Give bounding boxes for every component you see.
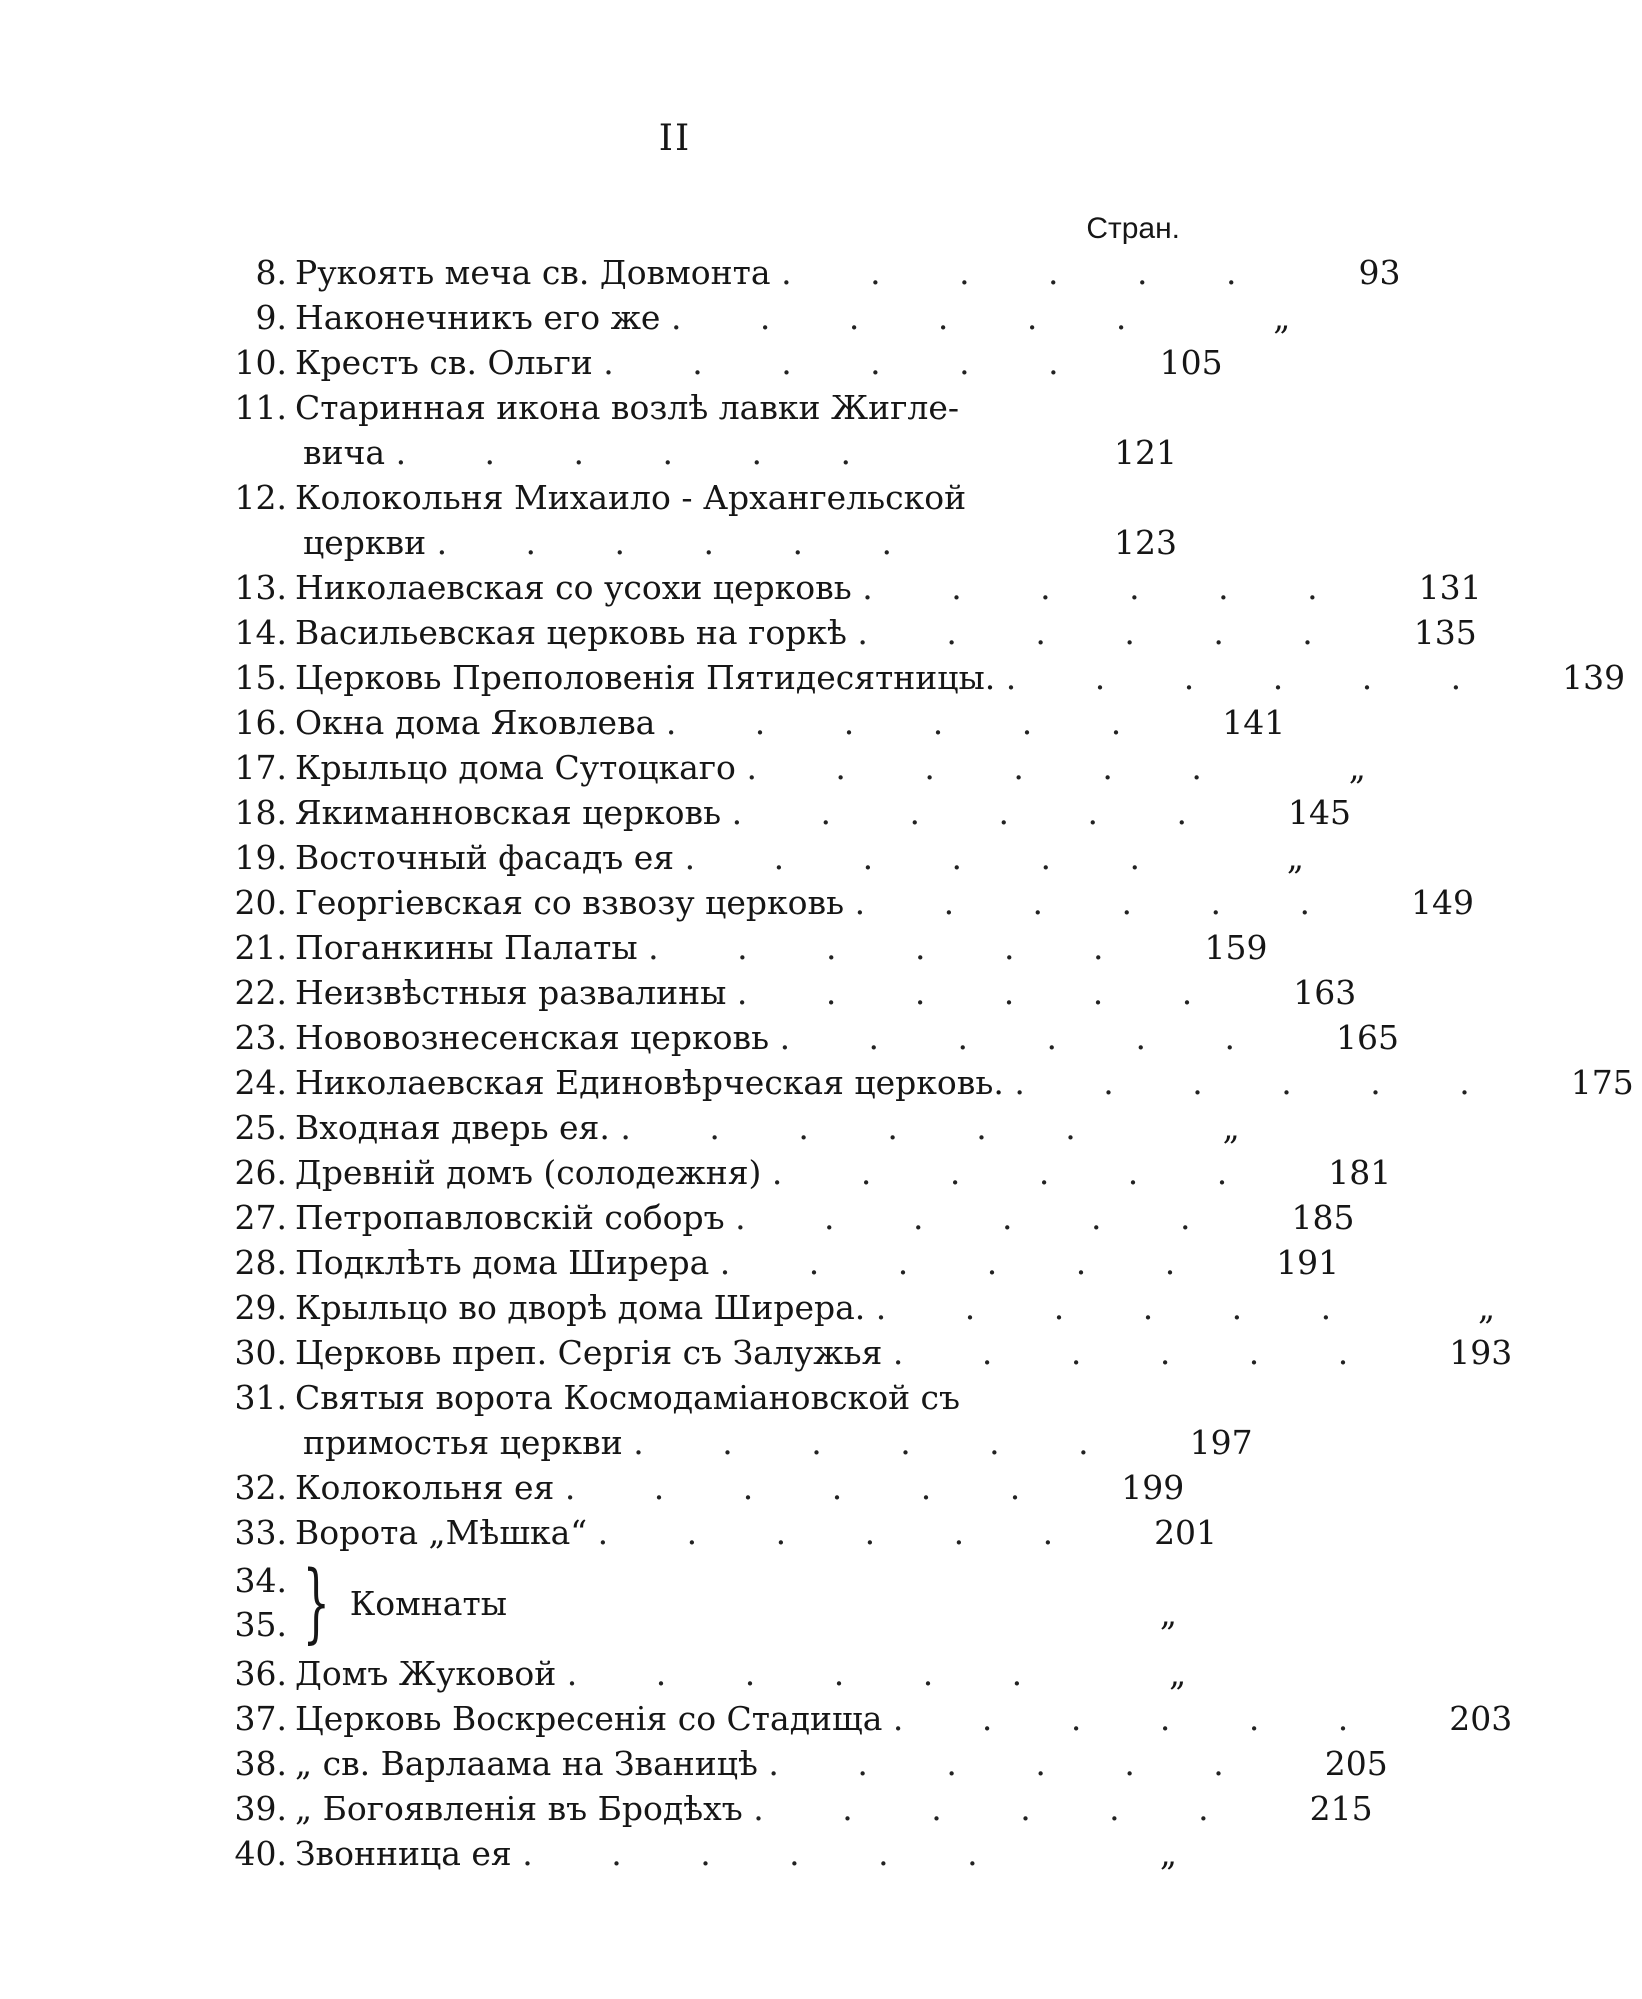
entry-title-text: Георгіевская со взвозу церковь — [295, 883, 845, 922]
dot-leader: . . . . . . — [648, 928, 1138, 967]
dot-leader: . . . . . . — [875, 1288, 1366, 1327]
entry-title — [295, 1330, 1382, 1375]
entry-title — [295, 655, 1495, 700]
entry-title — [295, 835, 1174, 880]
entry-title-text: вича — [303, 433, 386, 472]
entry-title-text: Крыльцо дома Сутоцкаго — [295, 748, 736, 787]
entry-number: 32. — [234, 1468, 287, 1507]
dot-leader: . . . . . . — [781, 253, 1271, 292]
toc-entry — [205, 1195, 1355, 1240]
entry-title-text: церкви — [303, 523, 427, 562]
toc-entry — [205, 1150, 1392, 1195]
entry-title — [295, 1831, 1047, 1876]
toc-entry — [205, 925, 1268, 970]
entry-number: 34. — [234, 1561, 287, 1600]
dot-leader: . . . . . . — [731, 793, 1221, 832]
entry-title — [295, 1741, 1258, 1786]
entry-page: 165 — [1335, 1018, 1399, 1057]
dot-leader: . . . . . . — [736, 973, 1227, 1012]
toc-entry — [205, 1420, 1253, 1465]
toc-entry — [205, 1510, 1218, 1555]
entry-page: 123 — [1114, 523, 1177, 562]
dot-leader: . . . . . . — [633, 1423, 1123, 1462]
toc-list-part-2 — [205, 1651, 1513, 1876]
toc-entry — [205, 340, 1223, 385]
entry-number: 33. — [234, 1513, 287, 1552]
entry-title-text: Окна дома Яковлева — [295, 703, 656, 742]
entry-title-text: Звонница ея — [295, 1834, 512, 1873]
entry-title-text: Нововознесенская церковь — [295, 1018, 770, 1057]
entry-number: 14. — [234, 613, 287, 652]
entry-number: 9. — [255, 298, 287, 337]
entry-title-text: „ Богоявленія въ Бродѣхъ — [295, 1789, 743, 1828]
entry-title — [295, 340, 1093, 385]
entry-number: 13. — [234, 568, 287, 607]
entry-page: „ — [1169, 1654, 1187, 1693]
entry-title-text: Колокольня Михаило - Архангельской — [295, 478, 967, 517]
dot-leader: . . . . . . — [603, 343, 1093, 382]
toc-entry — [205, 1015, 1399, 1060]
entry-number: 21. — [234, 928, 287, 967]
dot-leader: . . . . . . — [597, 1513, 1088, 1552]
entry-number: 29. — [234, 1288, 287, 1327]
entry-title — [295, 1420, 1123, 1465]
entry-title-text: Крыльцо во дворѣ дома Ширера. — [295, 1288, 866, 1327]
entry-page: 205 — [1324, 1744, 1388, 1783]
entry-number: 8. — [255, 253, 287, 292]
entry-number: 30. — [234, 1333, 287, 1372]
toc-entry — [205, 1786, 1373, 1831]
entry-title — [295, 1150, 1261, 1195]
entry-title-text: Святыя ворота Космодаміановской съ — [295, 1378, 961, 1417]
entry-page: 163 — [1293, 973, 1357, 1012]
entry-title — [295, 385, 1047, 430]
entry-page: „ — [1273, 298, 1291, 337]
toc-entry — [205, 700, 1286, 745]
toc-entry — [205, 790, 1351, 835]
entry-title — [295, 1696, 1382, 1741]
entry-title-text: Николаевская Единовѣрческая церковь. — [295, 1063, 1004, 1102]
toc-entry — [205, 655, 1626, 700]
dot-leader: . . . . . . — [566, 1654, 1057, 1693]
entry-title — [295, 1375, 1047, 1420]
entry-number: 27. — [234, 1198, 287, 1237]
entry-page: 121 — [1114, 433, 1177, 472]
entry-title-text: Старинная икона возлѣ лавки Жигле- — [295, 388, 960, 427]
entry-title-text: Входная дверь ея. — [295, 1108, 610, 1147]
entry-page: 175 — [1570, 1063, 1634, 1102]
entry-number: 26. — [234, 1153, 287, 1192]
entry-title — [295, 565, 1352, 610]
toc-entry — [205, 565, 1482, 610]
entry-number: 22. — [234, 973, 287, 1012]
entry-title — [295, 430, 1047, 475]
entry-title-text: Древній домъ (солодежня) — [295, 1153, 762, 1192]
dot-leader: . . . . . . — [892, 1699, 1383, 1738]
entry-page: 203 — [1449, 1699, 1513, 1738]
entry-title — [295, 520, 1047, 565]
entry-page: 201 — [1154, 1513, 1218, 1552]
entry-number: 16. — [234, 703, 287, 742]
page-number: II — [658, 118, 692, 159]
entry-number: 18. — [234, 793, 287, 832]
entry-title-text: Рукоять меча св. Довмонта — [295, 253, 771, 292]
entry-title-text: Петропавловскій соборъ — [295, 1198, 725, 1237]
entry-title-text: Церковь Воскресенія со Стадища — [295, 1699, 883, 1738]
toc-entry — [205, 385, 1185, 430]
entry-number: 28. — [234, 1243, 287, 1282]
entry-number: 24. — [234, 1063, 287, 1102]
entry-title — [295, 1240, 1209, 1285]
entry-number: 37. — [234, 1699, 287, 1738]
entry-title — [295, 475, 1047, 520]
entry-number: 17. — [234, 748, 287, 787]
dot-leader: . . . . . . — [620, 1108, 1110, 1147]
entry-number: 19. — [234, 838, 287, 877]
entry-title-text: Якиманновская церковь — [295, 793, 722, 832]
entry-number: 38. — [234, 1744, 287, 1783]
dot-leader: . . . . . . — [1014, 1063, 1504, 1102]
dot-leader: . . . . . . — [564, 1468, 1055, 1507]
entry-page: 141 — [1222, 703, 1286, 742]
entry-title — [295, 880, 1344, 925]
entry-title — [295, 1105, 1110, 1150]
entry-page: „ — [1159, 1593, 1177, 1633]
entry-number: 35. — [234, 1605, 287, 1644]
entry-title — [295, 250, 1271, 295]
dot-leader: . . . . . . — [862, 568, 1352, 607]
dot-leader: . . . . . . — [857, 613, 1347, 652]
entry-page: „ — [1348, 748, 1366, 787]
entry-page: 135 — [1413, 613, 1477, 652]
entry-number: 20. — [234, 883, 287, 922]
entry-title — [295, 1285, 1365, 1330]
entry-page: 105 — [1159, 343, 1223, 382]
entry-title — [295, 700, 1155, 745]
entry-title-text: Крестъ св. Ольги — [295, 343, 593, 382]
entry-number: 25. — [234, 1108, 287, 1147]
dot-leader: . . . . . . — [665, 703, 1156, 742]
toc-list-part-1 — [205, 250, 1634, 1555]
entry-title — [295, 1195, 1224, 1240]
dot-leader: . . . . . . — [771, 1153, 1262, 1192]
dot-leader: . . . . . . — [854, 883, 1344, 922]
entry-number: 11. — [234, 388, 287, 427]
entry-title-text: Подклѣть дома Ширера — [295, 1243, 710, 1282]
entry-page: „ — [1478, 1288, 1496, 1327]
entry-title-text: Церковь Преполовенія Пятидесятницы. — [295, 658, 996, 697]
toc-entry — [205, 835, 1304, 880]
entry-title-text: Неизвѣстныя развалины — [295, 973, 727, 1012]
entry-title — [295, 610, 1347, 655]
toc-entry — [205, 745, 1366, 790]
entry-page: 215 — [1309, 1789, 1373, 1828]
table-of-contents — [205, 250, 1634, 1876]
entry-page: 139 — [1562, 658, 1626, 697]
entry-title — [295, 745, 1236, 790]
entry-title — [295, 1465, 1054, 1510]
entry-page: „ — [1286, 838, 1304, 877]
entry-page: 145 — [1287, 793, 1351, 832]
dot-leader: . . . . . . — [395, 433, 885, 472]
curly-brace: } — [302, 1553, 331, 1653]
entry-title-text: Николаевская со усохи церковь — [295, 568, 852, 607]
entry-number: 36. — [234, 1654, 287, 1693]
toc-entry — [205, 475, 1185, 520]
entry-title — [295, 1060, 1504, 1105]
toc-entry — [205, 1240, 1340, 1285]
toc-entry — [205, 1105, 1240, 1150]
entry-page: 159 — [1204, 928, 1268, 967]
entry-title: Комнаты — [349, 1583, 507, 1623]
entry-title-text: примостья церкви — [303, 1423, 623, 1462]
entry-title-text: „ св. Варлаама на Званицѣ — [295, 1744, 758, 1783]
toc-entry — [205, 520, 1185, 565]
entry-page: 93 — [1358, 253, 1401, 292]
entry-title-text: Ворота „Мѣшка“ — [295, 1513, 588, 1552]
toc-brace-entry — [205, 1555, 1185, 1651]
toc-entry — [205, 295, 1291, 340]
toc-entry — [205, 250, 1401, 295]
entry-number: 23. — [234, 1018, 287, 1057]
toc-entry — [205, 1285, 1496, 1330]
toc-entry — [205, 1060, 1634, 1105]
toc-entry — [205, 1375, 1185, 1420]
entry-title — [295, 1786, 1243, 1831]
toc-entry — [205, 1465, 1185, 1510]
entry-title — [295, 295, 1160, 340]
entry-number: 12. — [234, 478, 287, 517]
entry-page: „ — [1159, 1834, 1177, 1873]
entry-title-text: Восточный фасадъ ея — [295, 838, 675, 877]
entry-title — [295, 970, 1226, 1015]
entry-page: 181 — [1328, 1153, 1392, 1192]
entry-title-text: Поганкины Палаты — [295, 928, 638, 967]
toc-entry — [205, 1651, 1185, 1696]
entry-page: „ — [1222, 1108, 1240, 1147]
entry-number: 31. — [234, 1378, 287, 1417]
entry-title-text: Домъ Жуковой — [295, 1654, 557, 1693]
dot-leader: . . . . . . — [753, 1789, 1243, 1828]
entry-title — [295, 925, 1137, 970]
entry-title-text: Наконечникъ его же — [295, 298, 661, 337]
dot-leader: . . . . . . — [746, 748, 1236, 787]
dot-leader: . . . . . . — [735, 1198, 1225, 1237]
toc-entry — [205, 1741, 1388, 1786]
entry-title — [295, 1651, 1056, 1696]
entry-number: 15. — [234, 658, 287, 697]
entry-title — [295, 1015, 1269, 1060]
dot-leader: . . . . . . — [1005, 658, 1496, 697]
entry-title-text: Колокольня ея — [295, 1468, 555, 1507]
toc-entry — [205, 970, 1357, 1015]
entry-number: 39. — [234, 1789, 287, 1828]
dot-leader: . . . . . . — [436, 523, 926, 562]
toc-entry — [205, 1696, 1513, 1741]
entry-title-text: Церковь преп. Сергія съ Залужья — [295, 1333, 883, 1372]
toc-entry — [205, 1330, 1513, 1375]
entry-page: 193 — [1449, 1333, 1513, 1372]
dot-leader: . . . . . . — [768, 1744, 1258, 1783]
dot-leader: . . . . . . — [779, 1018, 1269, 1057]
toc-entry — [205, 880, 1474, 925]
toc-entry — [205, 1831, 1185, 1876]
dot-leader: . . . . . . — [684, 838, 1174, 877]
toc-entry — [205, 430, 1185, 475]
entry-title — [295, 790, 1221, 835]
toc-entry — [205, 610, 1477, 655]
entry-page: 197 — [1189, 1423, 1253, 1462]
brace-numbers — [205, 1559, 287, 1647]
dot-leader: . . . . . . — [892, 1333, 1383, 1372]
entry-title-text: Васильевская церковь на горкѣ — [295, 613, 847, 652]
entry-page: 149 — [1410, 883, 1474, 922]
entry-page: 185 — [1291, 1198, 1355, 1237]
entry-page: 131 — [1418, 568, 1482, 607]
dot-leader: . . . . . . — [719, 1243, 1210, 1282]
entry-number: 10. — [234, 343, 287, 382]
column-header-pages: Стран. — [1086, 212, 1180, 245]
dot-leader: . . . . . . — [670, 298, 1161, 337]
dot-leader: . . . . . . — [522, 1834, 1012, 1873]
entry-page: 199 — [1121, 1468, 1185, 1507]
entry-title — [295, 1510, 1087, 1555]
entry-page: 191 — [1276, 1243, 1340, 1282]
entry-number: 40. — [234, 1834, 287, 1873]
